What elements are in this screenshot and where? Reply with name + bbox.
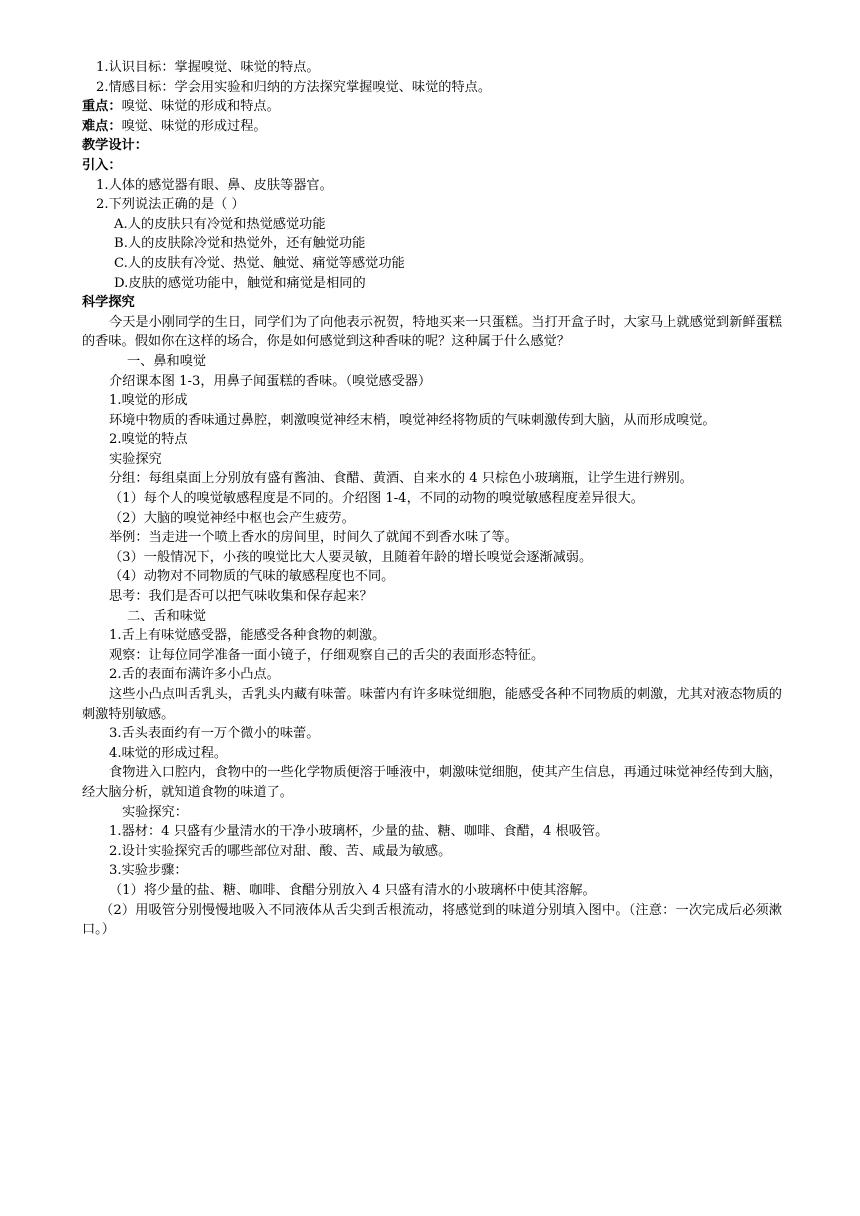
section-1-think: 思考：我们是否可以把气味收集和保存起来？ <box>109 589 373 605</box>
section-1-feature-3: （3）一般情况下，小孩的嗅觉比大人要灵敏，且随着年龄的增长嗅觉会逐渐减弱。 <box>109 549 593 565</box>
section-2-equipment: 1.器材：4 只盛有少量清水的干净小玻璃杯，少量的盐、糖、咖啡、食醋，4 根吸管。 <box>109 824 609 840</box>
goal-2: 2.情感目标：学会用实验和归纳的方法探究掌握嗅觉、味觉的特点。 <box>96 79 492 95</box>
difficult-point-text: 嗅觉、味觉的形成过程。 <box>121 118 267 134</box>
key-point <box>82 97 782 117</box>
intro-item-2: 2.下列说法正确的是（ ） <box>96 197 245 213</box>
option-c: C.人的皮肤有冷觉、热觉、触觉、痛觉等感觉功能 <box>114 255 405 271</box>
science-paragraph: 今天是小刚同学的生日，同学们为了向他表示祝贺，特地买来一只蛋糕。当打开盒子时，大家马上就感觉到新鲜蛋糕的香味。假如你在这样的场合，你是如何感觉到这种香味的呢？这种属于什么感觉？ <box>82 314 782 350</box>
intro-heading: 引入： <box>82 157 122 173</box>
option-a: A.人的皮肤只有冷觉和热觉感觉功能 <box>114 216 326 232</box>
design-heading: 教学设计： <box>82 138 148 154</box>
key-point-label: 重点： <box>82 99 122 115</box>
option-d: D.皮肤的感觉功能中，触觉和痛觉是相同的 <box>114 275 366 291</box>
section-1-intro: 介绍课本图 1-3，用鼻子闻蛋糕的香味。（嗅觉感受器） <box>109 373 432 389</box>
section-2-experiment: 实验探究： <box>122 804 188 820</box>
difficult-point-label: 难点： <box>82 118 122 134</box>
option-b: B.人的皮肤除冷觉和热觉外，还有触觉功能 <box>114 236 366 252</box>
section-1-point-1-text: 环境中物质的香味通过鼻腔，刺激嗅觉神经末梢，嗅觉神经将物质的气味刺激传到大脑，从而形成嗅觉。 <box>109 412 716 428</box>
section-1-feature-4: （4）动物对不同物质的气味的敏感程度也不同。 <box>109 569 395 585</box>
section-1-experiment: 实验探究 <box>109 451 162 467</box>
section-2-point-4: 4.味觉的形成过程。 <box>109 745 228 761</box>
section-2-steps-title: 3.实验步骤： <box>109 863 188 879</box>
key-point-text: 嗅觉、味觉的形成和特点。 <box>121 99 280 115</box>
intro-item-1: 1.人体的感觉器有眼、鼻、皮肤等器官。 <box>96 177 333 193</box>
document-page <box>82 58 782 940</box>
section-1-group: 分组：每组桌面上分别放有盛有酱油、食醋、黄酒、自来水的 4 只棕色小玻璃瓶，让学生进行辨别。 <box>109 471 693 487</box>
section-2-title: 二、舌和味觉 <box>127 608 207 624</box>
section-1-example: 举例：当走进一个喷上香水的房间里，时间久了就闻不到香水味了等。 <box>109 530 518 546</box>
section-2-step-2: （2）用吸管分别慢慢地吸入不同液体从舌尖到舌根流动，将感觉到的味道分别填入图中。（注意：一次完成后必须漱口。） <box>82 902 782 938</box>
section-2-point-3: 3.舌头表面约有一万个微小的味蕾。 <box>109 726 320 742</box>
section-1-point-1-title: 1.嗅觉的形成 <box>109 393 188 409</box>
section-2-observe: 观察：让每位同学准备一面小镜子，仔细观察自己的舌尖的表面形态特征。 <box>109 647 545 663</box>
goal-1: 1.认识目标：掌握嗅觉、味觉的特点。 <box>96 60 320 75</box>
section-2-point-2-text: 这些小凸点叫舌乳头，舌乳头内藏有味蕾。味蕾内有许多味觉细胞，能感受各种不同物质的刺激，尤其对液态物质的刺激特别敏感。 <box>82 687 782 722</box>
section-1-title: 一、鼻和嗅觉 <box>127 353 207 369</box>
section-2-point-4-text: 食物进入口腔内，食物中的一些化学物质便溶于唾液中，刺激味觉细胞，使其产生信息，再通过味觉神经传到大脑，经大脑分析，就知道食物的味道了。 <box>82 765 782 800</box>
difficult-point <box>82 117 782 137</box>
section-1-feature-2: （2）大脑的嗅觉神经中枢也会产生疲劳。 <box>109 510 355 526</box>
science-heading: 科学探究 <box>82 295 135 311</box>
section-2-point-1: 1.舌上有味觉感受器，能感受各种食物的刺激。 <box>109 628 386 644</box>
section-1-point-2-title: 2.嗅觉的特点 <box>109 432 188 448</box>
section-2-design: 2.设计实验探究舌的哪些部位对甜、酸、苦、咸最为敏感。 <box>109 843 452 859</box>
section-1-feature-1: （1）每个人的嗅觉敏感程度是不同的。介绍图 1-4，不同的动物的嗅觉敏感程度差异很大。 <box>109 491 644 507</box>
section-2-step-1: （1）将少量的盐、糖、咖啡、食醋分别放入 4 只盛有清水的小玻璃杯中使其溶解。 <box>109 882 596 898</box>
section-2-point-2: 2.舌的表面布满许多小凸点。 <box>109 667 280 683</box>
